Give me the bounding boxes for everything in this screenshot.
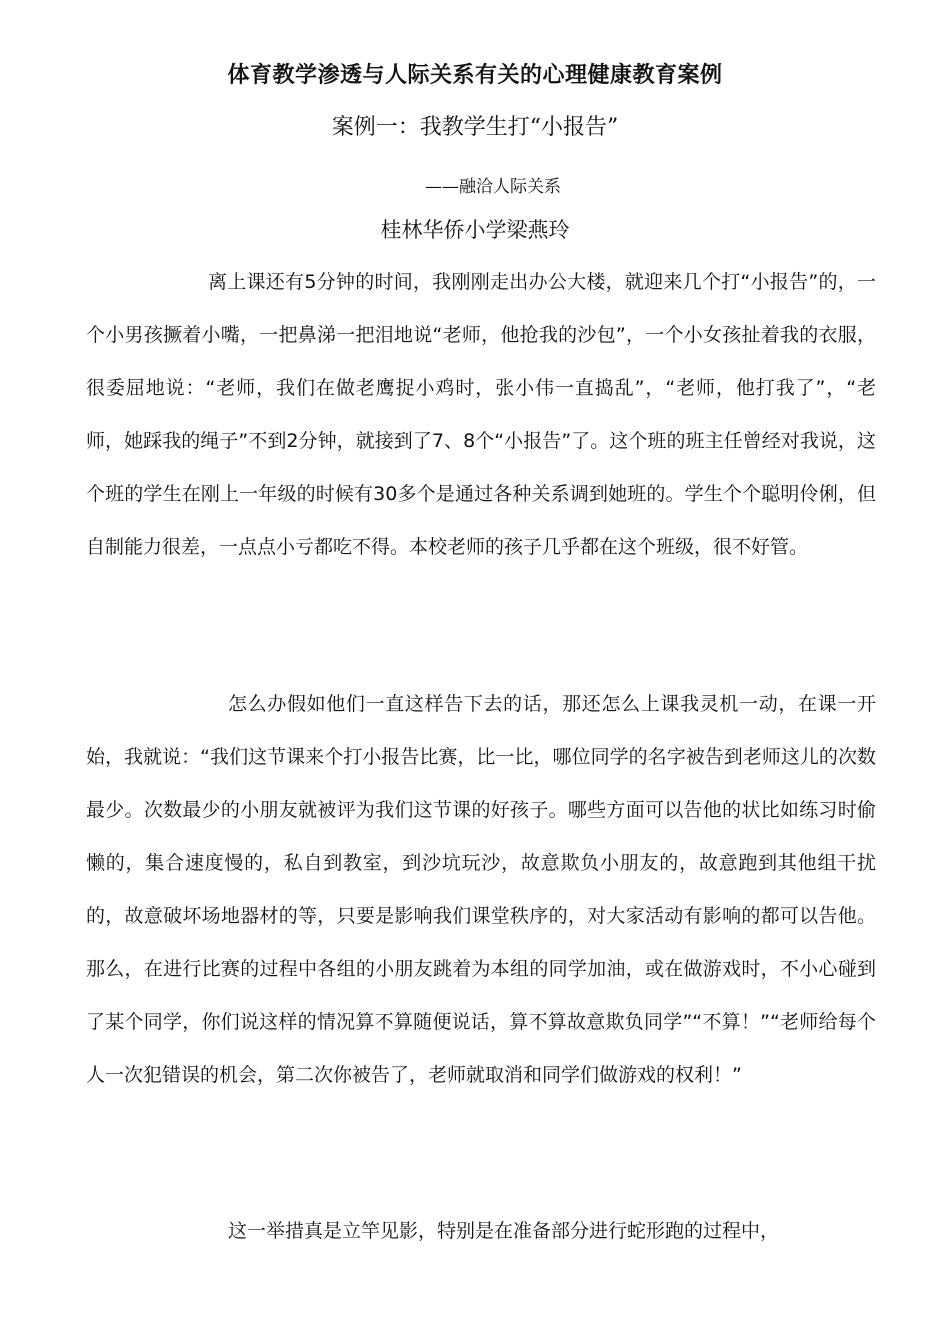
document-title: 体育教学渗透与人际关系有关的心理健康教育案例: [227, 63, 723, 88]
body-paragraph: 离上课还有5分钟的时间，我刚刚走出办公大楼，就迎来几个打“小报告”的，一个小男孩撅着小嘴，一把鼻涕一把泪地说“老师，他抢我的沙包”，一个小女孩扯着我的衣服，很委屈地说：“老师，我们在做老鹰捉小鸡时，张小伟一直捣乱”，“老师，他打我了”，“老师，她踩我的绳子”不到2分钟，就接到了7、8个“小报告”了。这个班的班主任曾经对我说，这个班的学生在刚上一年级的时候有30多个是通过各种关系调到她班的。学生个个聪明伶俐，但自制能力很差，一点点小亏都吃不得。本校老师的孩子几乎都在这个班级，很不好管。: [86, 271, 876, 558]
body-paragraph: 怎么办假如他们一直这样告下去的话，那还怎么上课我灵机一动，在课一开始，我就说：“我们这节课来个打小报告比赛，比一比，哪位同学的名字被告到老师这儿的次数最少。次数最少的小朋友就被评为我们这节课的好孩子。哪些方面可以告他的状比如练习时偷懒的，集合速度慢的，私自到教室，到沙坑玩沙，故意欺负小朋友的，故意跑到其他组干扰的，故意破坏场地器材的等，只要是影响我们课堂秩序的，对大家活动有影响的都可以告他。那么，在进行比赛的过程中各组的小朋友跳着为本组的同学加油，或在做游戏时，不小心碰到了某个同学，你们说这样的情况算不算随便说话，算不算故意欺负同学”“不算！”“老师给每个人一次犯错误的机会，第二次你被告了，老师就取消和同学们做游戏的权利！”: [86, 693, 876, 1086]
author-line: 桂林华侨小学梁燕玲: [380, 218, 570, 242]
case-title: 案例一：我教学生打“小报告”: [331, 115, 619, 140]
body-paragraph: 这一举措真是立竿见影，特别是在准备部分进行蛇形跑的过程中，: [228, 1220, 780, 1242]
case-subtitle: ——融洽人际关系: [425, 177, 561, 197]
